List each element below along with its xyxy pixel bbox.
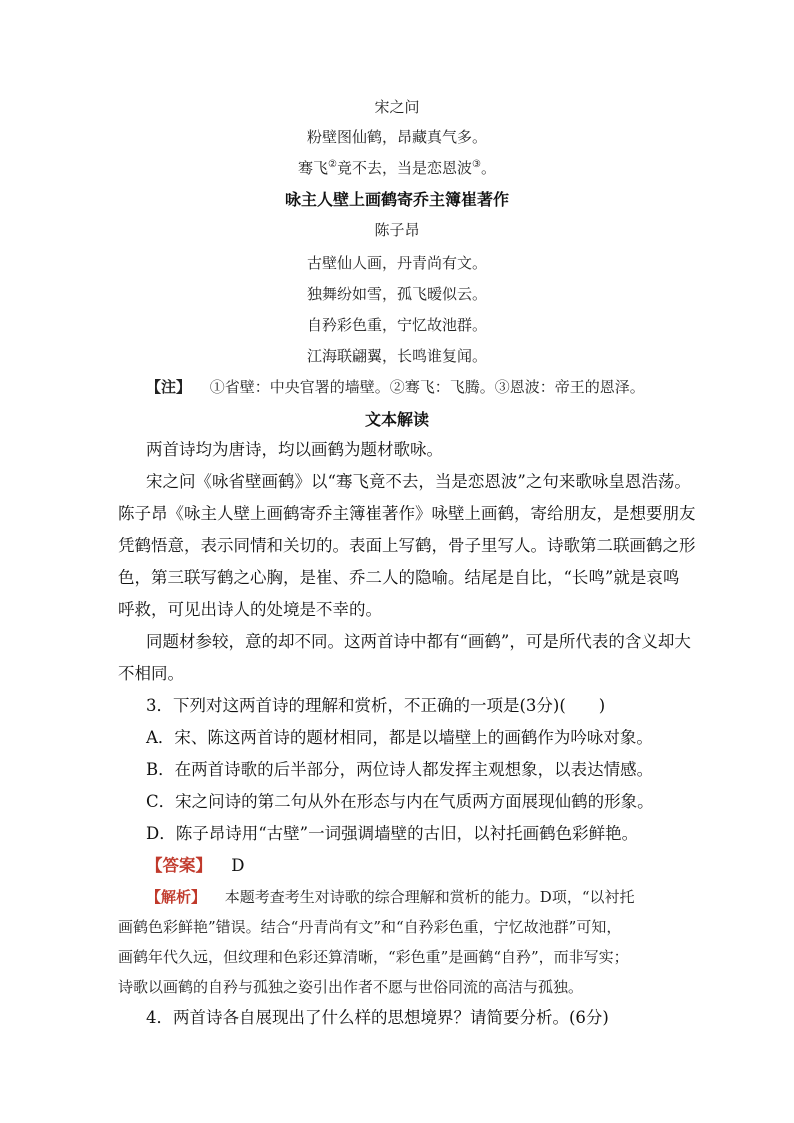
analysis-line-2: 宋之问《咏省壁画鹤》以“骞飞竟不去，当是恋恩波”之句来歌咏皇恩浩荡。 (146, 472, 691, 491)
note-label: 【注】 (146, 378, 192, 396)
question3-option-a: A．宋、陈这两首诗的题材相同，都是以墙壁上的画鹤作为吟咏对象。 (146, 728, 653, 747)
analysis-line-1: 两首诗均为唐诗，均以画鹤为题材歌咏。 (146, 440, 443, 459)
answer-value: D (231, 856, 245, 875)
poem1-author: 宋之问 (374, 98, 420, 116)
analysis-line-8: 不相同。 (118, 664, 184, 683)
question3-option-c: C．宋之问诗的第二句从外在形态与内在气质两方面展现仙鹤的形象。 (146, 792, 654, 811)
footnote-mark-2: ② (328, 159, 337, 170)
question3-answer-line (146, 858, 244, 875)
poem1-line2-b: 竟不去，当是恋恩波 (336, 159, 472, 177)
answer-label: 【答案】 (146, 856, 212, 875)
question3-explain-line-2: 画鹤色彩鲜艳”错误。结合“丹青尚有文”和“自矜彩色重，宁忆故池群”可知， (118, 918, 622, 936)
poem2-line-1: 古壁仙人画，丹青尚有文。 (306, 254, 487, 272)
poem2-line-4: 江海联翩翼，长鸣谁复闻。 (306, 347, 487, 365)
poem1-line1: 粉壁图仙鹤，昂藏真气多。 (306, 128, 487, 146)
explain-label: 【解析】 (146, 888, 207, 906)
question3-explain-line-4: 诗歌以画鹤的自矜与孤独之姿引出作者不愿与世俗同流的高洁与孤独。 (118, 978, 584, 996)
note-text: ①省壁：中央官署的墙壁。②骞飞：飞腾。③恩波：帝王的恩泽。 (209, 378, 645, 396)
analysis-line-3: 陈子昂《咏主人壁上画鹤寄乔主簿崔著作》咏壁上画鹤，寄给朋友，是想要朋友 (118, 504, 696, 523)
poem2-title: 咏主人壁上画鹤寄乔主簿崔著作 (284, 190, 509, 209)
question4-stem: 4．两首诗各自展现出了什么样的思想境界？请简要分析。(6分) (146, 1008, 609, 1027)
question3-option-b: B．在两首诗歌的后半部分，两位诗人都发挥主观想象，以表达情感。 (146, 760, 654, 779)
explain-text-1: 本题考查考生对诗歌的综合理解和赏析的能力。D项，“以衬托 (224, 888, 635, 906)
note-line (146, 380, 645, 395)
poem1-line2-c: 。 (480, 159, 496, 177)
analysis-heading: 文本解读 (364, 410, 429, 429)
poem2-author: 陈子昂 (374, 221, 420, 239)
analysis-line-4: 凭鹤悟意，表示同情和关切的。表面上写鹤，骨子里写人。诗歌第二联画鹤之形 (118, 536, 696, 555)
poem2-line-2: 独舞纷如雪，孤飞暧似云。 (306, 285, 487, 303)
poem2-line-3: 自矜彩色重，宁忆故池群。 (306, 316, 487, 334)
question3-explain-line-1 (146, 890, 635, 905)
question3-option-d: D．陈子昂诗用“古壁”一词强调墙壁的古旧，以衬托画鹤色彩鲜艳。 (146, 824, 639, 843)
question3-stem: 3．下列对这两首诗的理解和赏析，不正确的一项是(3分)( ) (146, 696, 606, 715)
analysis-line-7: 同题材参较，意的却不同。这两首诗中都有“画鹤”，可是所代表的含义却大 (146, 632, 691, 651)
poem1-line2 (0, 160, 794, 176)
footnote-mark-3: ③ (472, 159, 481, 170)
analysis-line-6: 呼救，可见出诗人的处境是不幸的。 (118, 600, 382, 619)
question3-explain-line-3: 画鹤年代久远，但纹理和色彩还算清晰，“彩色重”是画鹤“自矜”，而非写实； (118, 948, 629, 966)
poem1-line2-a: 骞飞 (298, 159, 329, 177)
analysis-line-5: 色，第三联写鹤之心胸，是崔、乔二人的隐喻。结尾是自比，“长鸣”就是哀鸣 (118, 568, 680, 587)
